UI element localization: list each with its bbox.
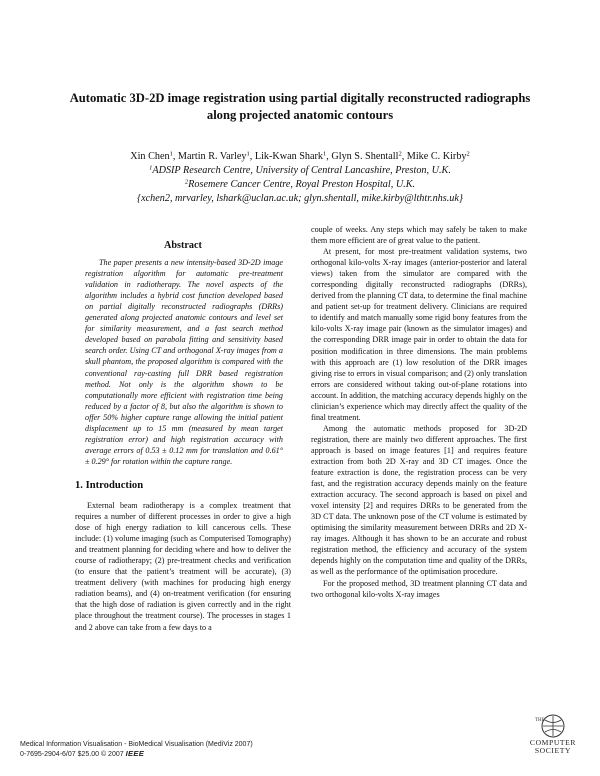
author-affil-marker: 2	[398, 150, 402, 158]
intro-paragraph-1-continued: couple of weeks. Any steps which may safely be taken to make them more efficient are of great value to the patient.	[311, 225, 527, 246]
author-name: Martin R. Varley	[177, 151, 247, 162]
intro-paragraph-1: External beam radiotherapy is a complex treatment that requires a number of different processes in order to give a high dose of high energy radiation to kill cancerous cells. These include: (1) volume imaging (such as Computerised Tomography) and treatment planning for deciding where and how to deliver the course of radiotherapy; (2) pre-treatment checks and verification (to ensure that the patient’s treatment will be accurate), (3) treatment delivery (with machines for producing high energy radiation beams), and (4) on-treatment verification (for ensuring that the high dose of radiation is given correctly and in the right place throughout the treatment course). The processes in stages 1 and 2 above can take from a few days to a	[75, 500, 291, 632]
title-line-2: along projected anatomic contours	[206, 108, 394, 122]
affiliation-1	[20, 164, 580, 178]
computer-society-emblem-icon	[533, 713, 573, 739]
author-emails: {xchen2, mrvarley, lshark@uclan.ac.uk; glyn.shentall, mike.kirby@lthtr.nhs.uk}	[137, 193, 463, 204]
author-affil-marker: 1	[323, 150, 327, 158]
author-affil-marker: 1	[246, 150, 250, 158]
logo-the-text: THE	[535, 718, 545, 723]
paper-title	[20, 90, 580, 124]
affiliation-marker: 2	[184, 178, 189, 186]
abstract-text: The paper presents a new intensity-based 3D-2D image registration algorithm for automatic pre-treatment validation in radiotherapy. The novel aspects of the algorithm includes a hybrid cost function developed based on partial digitally reconstructed radiographs (DRRs) generated along projected anatomic contours and level set for similarity measurement, and a fast search method developed based on parabola fitting and sensitivity based search order. Using CT and orthogonal X-ray images from a skull phantom, the proposed algorithm is compared with the conventional ray-casting full DRR based registration method. Not only is the algorithm shown to be computationally more efficient with registration time being reduced by a factor of 8, but also the algorithm is shown to offer 50% higher capture range allowing the initial patient displacement up to 15 mm (measured by mean target registration error) and high registration accuracy with average errors of 0.53 ± 0.12 mm for translation and 0.61° ± 0.29° for rotation within the capture range.	[85, 258, 283, 466]
copyright-line	[20, 749, 253, 759]
ieee-logo: IEEE	[125, 749, 145, 758]
affiliation-2	[20, 178, 580, 192]
author-affil-marker: 2	[466, 150, 470, 158]
intro-paragraph-2: At present, for most pre-treatment validation systems, two orthogonal kilo-volts X-ray images (anterior-posterior and lateral views) taken from the simulator are compared with the corresponding digitally reconstructed radiographs (DRRs), derived from the planning CT data, to determine the final machine and patient set-up for treatment delivery. Clinicians are required to identify and match manually some rigid bony features from the kilo-volts X-ray image pair (known as the simulator images) and the corresponding DRR image pair in order to obtain the data for position modification in three dimensions. The main problems with this approach are (1) low resolution of the DRR images giving rise to errors in visual comparison; and (2) only translation errors are considered without taking out-of-plane rotations into account. In addition, the matching accuracy depends highly on the clinician’s experience which may directly affect the quality of the final treatment.	[311, 247, 527, 422]
author-name: Lik-Kwan Shark	[254, 151, 324, 162]
introduction-heading: 1. Introduction	[75, 479, 144, 491]
affiliation-text: ADSIP Research Centre, University of Central Lancashire, Preston, U.K.	[152, 165, 451, 176]
right-column	[311, 224, 527, 600]
title-line-1: Automatic 3D-2D image registration using partial digitally reconstructed radiographs	[69, 91, 531, 105]
logo-text-computer: COMPUTER	[529, 738, 577, 747]
author-name: Glyn S. Shentall	[331, 151, 399, 162]
conference-name: Medical Information Visualisation - BioMedical Visualisation (MediViz 2007)	[20, 741, 253, 748]
author-affil-marker: 1	[169, 150, 173, 158]
author-block	[20, 150, 580, 206]
author-name: Xin Chen	[130, 151, 170, 162]
intro-paragraph-3: Among the automatic methods proposed for 3D-2D registration, there are mainly two different approaches. The first approach is based on image features [1] and requires feature extraction from both 2D X-ray and 3D CT images. Once the feature extraction is done, the registration process can be very fast, and the registration accuracy depends mainly on the feature extraction accuracy. The second approach is based on pixel and voxel intensity [2] and requires DRRs to be generated from the 3D CT data. The unknown pose of the CT volume is estimated by optimising the similarity measurement between DRRs and 2D X-ray images. Although it has shown to be an accurate and robust registration method, the efficiency and accuracy of the system depends highly on the computation time and quality of the DRRs, as well as the performance of the optimisation procedure.	[311, 423, 527, 577]
logo-text-society: SOCIETY	[534, 746, 572, 756]
intro-paragraph-4: For the proposed method, 3D treatment planning CT data and two orthogonal kilo-volts X-ray images	[311, 578, 527, 599]
computer-society-logo	[522, 713, 584, 756]
affiliation-marker: 1	[149, 164, 153, 172]
page-footer	[20, 740, 253, 759]
isbn-price-copyright: 0-7695-2904-6/07 $25.00 © 2007	[20, 751, 124, 758]
abstract-heading: Abstract	[164, 240, 202, 251]
author-list: Xin Chen$^1$, Martin R. Varley$^1$, Lik-Kwan Shark$^1$, Glyn S. Shentall$^2$, Mike C. Kirby$^2$	[130, 150, 470, 162]
left-column	[75, 224, 291, 633]
affiliation-text: Rosemere Cancer Centre, Royal Preston Hospital, U.K.	[188, 179, 416, 190]
author-name: Mike C. Kirby	[406, 151, 467, 162]
